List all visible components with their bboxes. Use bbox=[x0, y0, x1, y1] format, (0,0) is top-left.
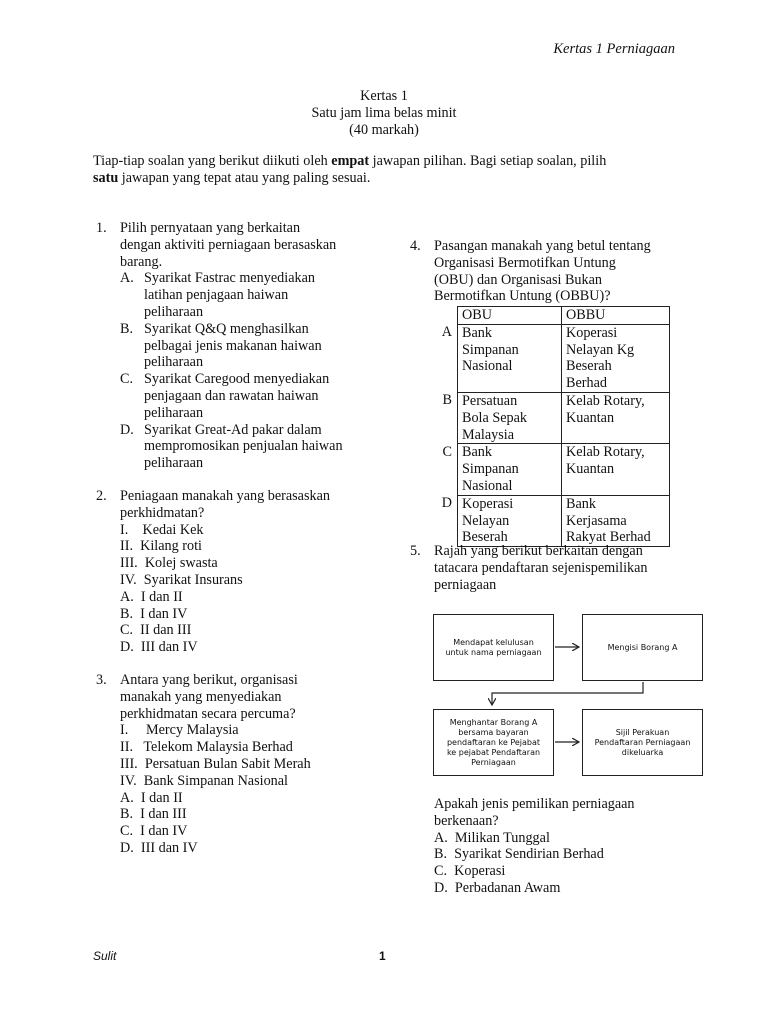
row-label: A bbox=[441, 324, 452, 341]
cell-line: Bank bbox=[462, 444, 492, 461]
question-stem-line: manakah yang menyediakan bbox=[120, 688, 282, 705]
row-label: D bbox=[441, 495, 452, 512]
flow-box-text: Mengisi Borang A bbox=[607, 642, 678, 652]
instructions-bold-satu: satu bbox=[93, 169, 119, 186]
cell-line: Nasional bbox=[462, 477, 513, 494]
option-a[interactable]: A. Milikan Tunggal bbox=[434, 829, 550, 846]
flow-box-text: Mendapat kelulusan bbox=[453, 637, 534, 647]
option-text: Syarikat Great-Ad pakar dalam bbox=[144, 421, 322, 438]
flow-box-text: Perniagaan bbox=[471, 757, 516, 767]
cell-line: Simpanan bbox=[462, 341, 519, 358]
question-stem-line: (OBU) dan Organisasi Bukan bbox=[434, 271, 602, 288]
question-stem-line: tatacara pendaftaran sejenispemilikan bbox=[434, 559, 648, 576]
cell-line: Rakyat Berhad bbox=[566, 529, 651, 546]
cell-line: Kelab Rotary, bbox=[566, 444, 645, 461]
roman-item: I. Mercy Malaysia bbox=[120, 722, 239, 739]
cell-line: Simpanan bbox=[462, 461, 519, 478]
option-text: peliharaan bbox=[144, 303, 204, 320]
question-stem-line: Pasangan manakah yang betul tentang bbox=[434, 238, 651, 254]
row-label: B bbox=[442, 392, 452, 409]
cell-line: Nelayan Kg bbox=[566, 341, 635, 358]
cell-line: Koperasi bbox=[566, 324, 618, 341]
question-number: 2. bbox=[96, 487, 107, 504]
question-stem-line: perkhidmatan secara percuma? bbox=[120, 705, 296, 722]
question-stem-line: perniagaan bbox=[434, 576, 497, 593]
option-text: pelbagai jenis makanan haiwan bbox=[144, 337, 322, 354]
option-b[interactable]: B. I dan IV bbox=[120, 605, 188, 622]
question-stem-line: dengan aktiviti perniagaan berasaskan bbox=[120, 236, 337, 253]
option-c[interactable]: C. I dan IV bbox=[120, 823, 188, 840]
option-text: Syarikat Q&Q menghasilkan bbox=[144, 320, 309, 337]
cell-line: Nelayan bbox=[462, 512, 510, 529]
option-a[interactable]: A. I dan II bbox=[120, 588, 183, 605]
roman-item: IV. Syarikat Insurans bbox=[120, 571, 243, 588]
question-stem-line: Bermotifkan Untung (OBBU)? bbox=[434, 288, 611, 305]
roman-item: III. Kolej swasta bbox=[120, 555, 218, 572]
flow-box-text: Sijil Perakuan bbox=[615, 727, 670, 737]
question-number: 5. bbox=[410, 543, 421, 559]
question-stem-line: Antara yang berikut, organisasi bbox=[120, 671, 298, 688]
instructions-text: jawapan pilihan. Bagi setiap soalan, pilih bbox=[369, 153, 607, 169]
cell-line: Kuantan bbox=[566, 409, 615, 426]
roman-item: II. Kilang roti bbox=[120, 538, 202, 555]
arrow-elbow-icon bbox=[492, 682, 643, 705]
page-number: 1 bbox=[379, 949, 386, 963]
flow-box-text: ke pejabat Pendaftaran bbox=[446, 747, 541, 757]
option-d[interactable]: D. Perbadanan Awam bbox=[434, 879, 561, 896]
cell-line: Kuantan bbox=[566, 461, 615, 478]
option-label: A. bbox=[120, 270, 134, 287]
question-stem-line: Apakah jenis pemilikan perniagaan bbox=[434, 796, 635, 812]
cell-line: Bola Sepak bbox=[462, 409, 528, 426]
flow-box-text: untuk nama perniagaan bbox=[445, 647, 542, 657]
question-stem-line: Pilih pernyataan yang berkaitan bbox=[120, 220, 301, 236]
option-text: Syarikat Fastrac menyediakan bbox=[144, 270, 315, 287]
option-d[interactable]: D. III dan IV bbox=[120, 839, 198, 856]
question-stem-line: barang. bbox=[120, 253, 163, 270]
option-b[interactable]: B. I dan III bbox=[120, 806, 187, 823]
cell-line: Kerjasama bbox=[566, 512, 627, 529]
instructions-text: jawapan yang tepat atau yang paling sesuai. bbox=[118, 169, 371, 186]
cell-line: Bank bbox=[566, 495, 596, 512]
cell-line: Berhad bbox=[566, 375, 607, 392]
question-stem-line: Rajah yang berikut berkaitan dengan bbox=[434, 543, 643, 559]
option-d[interactable]: D. III dan IV bbox=[120, 639, 198, 656]
footer-sulit: Sulit bbox=[93, 949, 117, 963]
roman-item: III. Persatuan Bulan Sabit Merah bbox=[120, 755, 311, 772]
cell-line: Persatuan bbox=[462, 392, 518, 409]
cell-line: Nasional bbox=[462, 358, 513, 375]
option-a[interactable]: A. I dan II bbox=[120, 789, 183, 806]
instructions-bold-empat: empat bbox=[331, 153, 370, 169]
flow-box-text: Pendaftaran Perniagaan bbox=[594, 737, 691, 747]
option-text: penjagaan dan rawatan haiwan bbox=[144, 387, 319, 404]
question-stem-line: Organisasi Bermotifkan Untung bbox=[434, 254, 616, 271]
option-label: C. bbox=[120, 371, 134, 388]
question-stem-line: Peniagaan manakah yang berasaskan bbox=[120, 487, 330, 504]
cell-line: Beserah bbox=[566, 358, 612, 375]
question-5-choices bbox=[434, 796, 714, 897]
roman-item: IV. Bank Simpanan Nasional bbox=[120, 772, 288, 789]
table-header: OBBU bbox=[562, 307, 670, 325]
running-header: Kertas 1 Perniagaan bbox=[553, 41, 675, 57]
paper-title: Kertas 1 bbox=[360, 88, 408, 104]
option-text: peliharaan bbox=[144, 404, 204, 421]
instructions-text: Tiap-tiap soalan yang berikut diikuti oleh bbox=[93, 153, 332, 169]
option-label: D. bbox=[120, 421, 134, 438]
roman-item: I. Kedai Kek bbox=[120, 521, 204, 538]
cell-line: Koperasi bbox=[462, 495, 514, 512]
row-label: C bbox=[442, 443, 452, 460]
paper-duration: Satu jam lima belas minit bbox=[311, 105, 457, 121]
question-stem-line: perkhidmatan? bbox=[120, 504, 205, 521]
option-text: latihan penjagaan haiwan bbox=[144, 287, 289, 304]
flow-box-text: bersama bayaran bbox=[458, 727, 529, 737]
option-label: B. bbox=[120, 320, 134, 337]
option-text: Syarikat Caregood menyediakan bbox=[144, 371, 330, 388]
cell-line: Malaysia bbox=[462, 426, 515, 443]
question-number: 1. bbox=[96, 220, 107, 236]
cell-line: Bank bbox=[462, 324, 492, 341]
cell-line: Beserah bbox=[462, 529, 508, 546]
table-header: OBU bbox=[458, 307, 562, 325]
roman-item: II. Telekom Malaysia Berhad bbox=[120, 739, 293, 756]
option-text: mempromosikan penjualan haiwan bbox=[144, 438, 343, 455]
question-number: 3. bbox=[96, 671, 107, 688]
question-stem-line: berkenaan? bbox=[434, 812, 499, 829]
option-text: peliharaan bbox=[144, 354, 204, 371]
option-b[interactable]: B. Syarikat Sendirian Berhad bbox=[434, 846, 604, 863]
flow-box-text: pendaftaran ke Pejabat bbox=[446, 737, 541, 747]
paper-marks: (40 markah) bbox=[349, 122, 419, 138]
option-text: peliharaan bbox=[144, 455, 204, 472]
question-number: 4. bbox=[410, 238, 421, 254]
option-c[interactable]: C. Koperasi bbox=[434, 863, 506, 880]
cell-line: Kelab Rotary, bbox=[566, 392, 645, 409]
flow-box-text: Menghantar Borang A bbox=[449, 717, 538, 727]
flow-box-text: dikeluarka bbox=[621, 747, 664, 757]
option-c[interactable]: C. II dan III bbox=[120, 622, 192, 639]
